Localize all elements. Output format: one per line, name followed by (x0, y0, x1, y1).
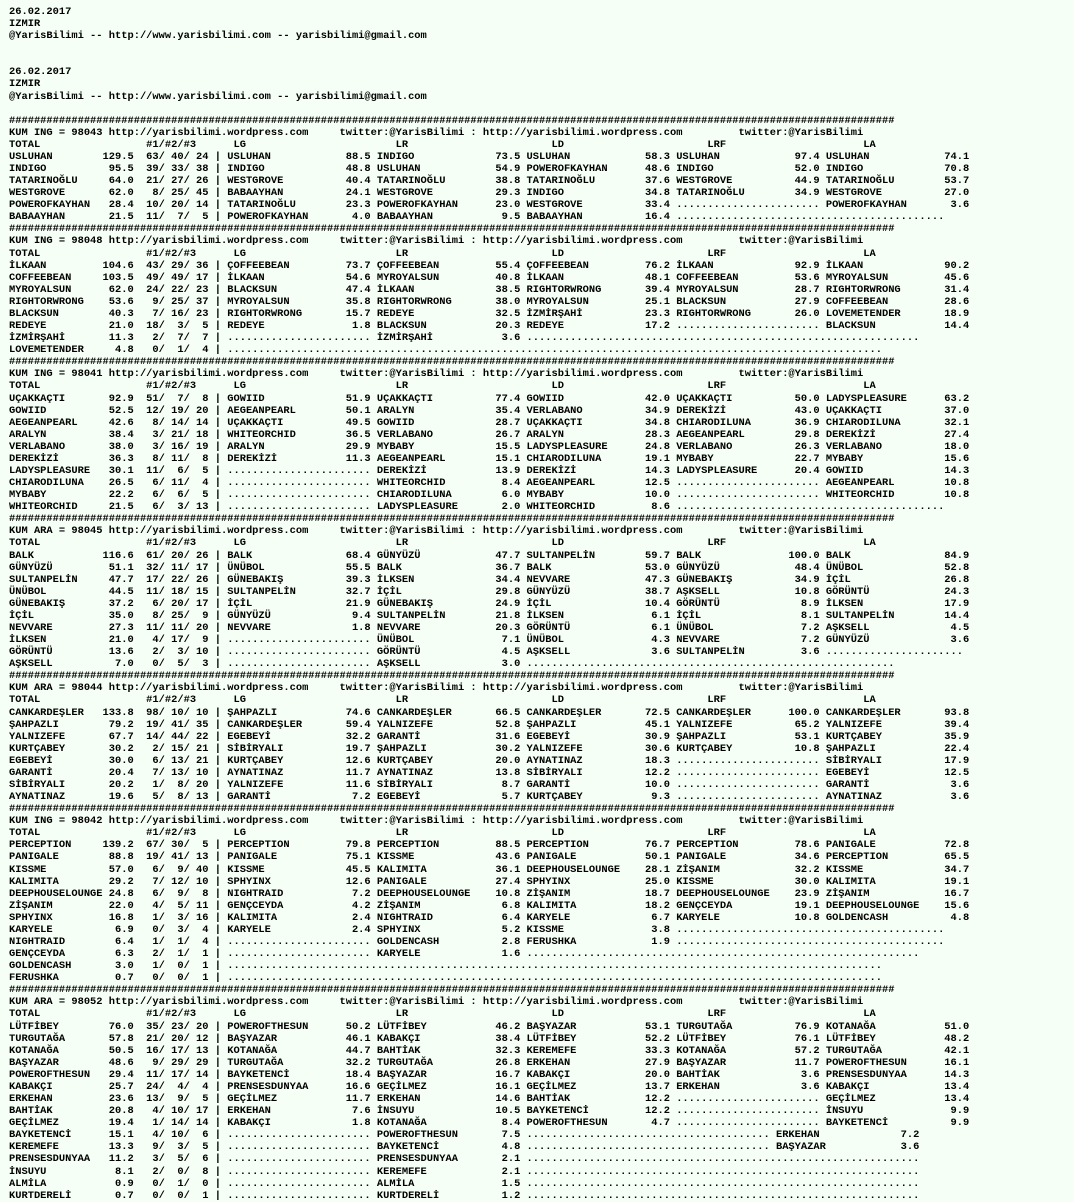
result-row: KOTANAĞA 50.5 16/ 17/ 13 | KOTANAĞA 44.7 BAHTİAK 32.3 KEREMEFE 33.3 KOTANAĞA 57.2 TURGUTAĞA 42.1 (9, 1044, 970, 1057)
column-header-line: TOTAL #1/#2/#3 LG LR LD LRF LA (9, 247, 876, 260)
result-row: KURTDERELİ 0.7 0/ 0/ 1 | ....................... KURTDERELİ 1.2 ............................................................... (9, 1189, 920, 1202)
result-row: MYROYALSUN 62.0 24/ 22/ 23 | BLACKSUN 47.4 İLKAAN 38.5 RIGHTORWRONG 39.4 MYROYALSUN 28.7 RIGHTORWRONG 31.4 (9, 283, 970, 296)
header-line: 26.02.2017 (9, 66, 72, 79)
result-row: AYNATINAZ 19.6 5/ 8/ 13 | GARANTİ 7.2 EGEBEYİ 5.7 KURTÇABEY 9.3 ....................... AYNATINAZ 3.6 (9, 791, 970, 804)
result-row: POWEROFKAYHAN 28.4 10/ 20/ 14 | TATARINOĞLU 23.3 POWEROFKAYHAN 23.0 WESTGROVE 33.4 ....................... POWEROFKAYHAN 3.6 (9, 199, 970, 212)
column-header-line: TOTAL #1/#2/#3 LG LR LD LRF LA (9, 537, 876, 550)
race-header-line: KUM ARA = 98052 http://yarisbilimi.wordpress.com twitter:@YarisBilimi : http://yarisbilimi.wordpress.com twitter:@YarisBilimi (9, 996, 864, 1009)
result-row: WHITEORCHID 21.5 6/ 3/ 13 | ....................... LADYSPLEASURE 2.0 WHITEORCHID 8.6 ........................................... (9, 501, 945, 514)
result-row: RIGHTORWRONG 53.6 9/ 25/ 37 | MYROYALSUN 35.8 RIGHTORWRONG 38.0 MYROYALSUN 25.1 BLACKSUN 27.9 COFFEEBEAN 28.6 (9, 295, 970, 308)
result-row: BABAAYHAN 21.5 11/ 7/ 5 | POWEROFKAYHAN 4.0 BABAAYHAN 9.5 BABAAYHAN 16.4 ........................................... (9, 211, 945, 224)
result-row: PERCEPTION 139.2 67/ 30/ 5 | PERCEPTION 79.8 PERCEPTION 88.5 PERCEPTION 76.7 PERCEPTION 78.6 PANIGALE 72.8 (9, 839, 970, 852)
result-row: KALIMITA 29.2 7/ 12/ 10 | SPHYINX 12.6 PANIGALE 27.4 SPHYINX 25.0 KISSME 30.0 KALIMITA 19.1 (9, 875, 970, 888)
column-header-line: TOTAL #1/#2/#3 LG LR LD LRF LA (9, 138, 876, 151)
result-row: KARYELE 6.9 0/ 3/ 4 | KARYELE 2.4 SPHYINX 5.2 KISSME 3.8 ........................................... (9, 923, 945, 936)
race-header-line: KUM ING = 98043 http://yarisbilimi.wordpress.com twitter:@YarisBilimi : http://yarisbilimi.wordpress.com twitter:@YarisBilimi (9, 126, 864, 139)
result-row: WESTGROVE 62.0 8/ 25/ 45 | BABAAYHAN 24.1 WESTGROVE 29.3 INDIGO 34.8 TATARINOĞLU 34.9 WESTGROVE 27.0 (9, 187, 970, 200)
result-row: KABAKÇI 25.7 24/ 4/ 4 | PRENSESDUNYAA 16.6 GEÇİLMEZ 16.1 GEÇİLMEZ 13.7 ERKEHAN 3.6 KABAKÇI 13.4 (9, 1080, 970, 1093)
result-row: ERKEHAN 23.6 13/ 9/ 5 | GEÇİLMEZ 11.7 ERKEHAN 14.6 BAHTİAK 12.2 ....................... GEÇİLMEZ 13.4 (9, 1093, 970, 1106)
header-line: 26.02.2017 (9, 6, 72, 18)
result-row: KURTÇABEY 30.2 2/ 15/ 21 | SİBİRYALI 19.7 ŞAHPAZLI 30.2 YALNIZEFE 30.6 KURTÇABEY 10.8 ŞAHPAZLI 22.4 (9, 742, 970, 755)
header-line: IZMIR (9, 18, 41, 31)
header-line (9, 54, 1074, 66)
result-row: BAŞYAZAR 48.6 9/ 29/ 29 | TURGUTAĞA 32.2 TURGUTAĞA 26.8 ERKEHAN 27.9 BAŞYAZAR 11.7 POWEROFTHESUN 16.1 (9, 1056, 970, 1069)
separator-line: ############################################################################################################################################## (9, 356, 895, 369)
header-line (9, 103, 1074, 115)
result-row: ÜNÜBOL 44.5 11/ 18/ 15 | SULTANPELİN 32.7 İÇİL 29.8 GÜNYÜZÜ 38.7 AŞKSELL 10.8 GÖRÜNTÜ 24.3 (9, 585, 970, 598)
header-line: @YarisBilimi -- http://www.yarisbilimi.com -- yarisbilimi@gmail.com (9, 30, 427, 43)
race-header-line: KUM ARA = 98045 http://yarisbilimi.wordpress.com twitter:@YarisBilimi : http://yarisbilimi.wordpress.com twitter:@YarisBilimi (9, 525, 864, 538)
result-row: GOLDENCASH 3.0 1/ 0/ 1 | ......................................................................................................... (9, 960, 882, 973)
result-row: GEÇİLMEZ 19.4 1/ 14/ 14 | KABAKÇI 1.8 KOTANAĞA 8.4 POWEROFTHESUN 4.7 ....................... BAYKETENCİ 9.9 (9, 1117, 970, 1130)
separator-line: ############################################################################################################################################## (9, 223, 895, 236)
result-row: NIGHTRAID 6.4 1/ 1/ 4 | ....................... GOLDENCASH 2.8 FERUSHKA 1.9 ........................................... (9, 936, 945, 949)
result-row: AEGEANPEARL 42.6 8/ 14/ 14 | UÇAKKAÇTI 49.5 GOWIID 28.7 UÇAKKAÇTI 34.8 CHIARODILUNA 36.9 CHIARODILUNA 32.1 (9, 416, 970, 429)
result-row: CHIARODILUNA 26.5 6/ 11/ 4 | ....................... WHITEORCHID 8.4 AEGEANPEARL 12.5 ....................... AEGEANPEARL 10.8 (9, 477, 970, 490)
result-row: KEREMEFE 13.3 9/ 3/ 5 | ....................... BAYKETENCİ 4.8 ....................................... BAŞYAZAR 3.6 (9, 1141, 920, 1154)
result-row: BAHTİAK 20.8 4/ 10/ 17 | ERKEHAN 7.6 İNSUYU 10.5 BAYKETENCİ 12.2 ....................... İNSUYU 9.9 (9, 1105, 970, 1118)
separator-line: ############################################################################################################################################## (9, 114, 895, 127)
result-row: AŞKSELL 7.0 0/ 5/ 3 | ....................... AŞKSELL 3.0 ........................................................... (9, 658, 895, 671)
result-row: ALMİLA 0.9 0/ 1/ 0 | ....................... ALMİLA 1.5 ............................................................... (9, 1177, 920, 1190)
result-row: KISSME 57.0 6/ 9/ 40 | KISSME 45.5 KALIMITA 36.1 DEEPHOUSELOUNGE 28.1 ZİŞANIM 32.2 KISSME 34.7 (9, 863, 970, 876)
result-row: INDIGO 95.5 39/ 33/ 38 | INDIGO 48.8 USLUHAN 54.9 POWEROFKAYHAN 48.6 INDIGO 52.0 INDIGO 70.8 (9, 163, 970, 176)
result-row: TATARINOĞLU 64.0 21/ 27/ 26 | WESTGROVE 40.4 TATARINOĞLU 38.8 TATARINOĞLU 37.6 WESTGROVE 44.9 TATARINOĞLU 53.7 (9, 175, 970, 188)
result-row: USLUHAN 129.5 63/ 40/ 24 | USLUHAN 88.5 INDIGO 73.5 USLUHAN 58.3 USLUHAN 97.4 USLUHAN 74.1 (9, 150, 970, 163)
separator-line: ############################################################################################################################################## (9, 984, 895, 997)
race-header-line: KUM ARA = 98044 http://yarisbilimi.wordpress.com twitter:@YarisBilimi : http://yarisbilimi.wordpress.com twitter:@YarisBilimi (9, 682, 864, 695)
result-row: TURGUTAĞA 57.8 21/ 20/ 12 | BAŞYAZAR 46.1 KABAKÇI 38.4 LÜTFİBEY 52.2 LÜTFİBEY 76.1 LÜTFİBEY 48.2 (9, 1032, 970, 1045)
result-row: SPHYINX 16.8 1/ 3/ 16 | KALIMITA 2.4 NIGHTRAID 6.4 KARYELE 6.7 KARYELE 10.8 GOLDENCASH 4.8 (9, 911, 970, 924)
result-row: LÜTFİBEY 76.0 35/ 23/ 20 | POWEROFTHESUN 50.2 LÜTFİBEY 46.2 BAŞYAZAR 53.1 TURGUTAĞA 76.9 KOTANAĞA 51.0 (9, 1020, 970, 1033)
result-row: İLKAAN 104.6 43/ 29/ 36 | ÇOFFEEBEAN 73.7 ÇOFFEEBEAN 55.4 ÇOFFEEBEAN 76.2 İLKAAN 92.9 İLKAAN 90.2 (9, 259, 970, 272)
result-row: BAYKETENCİ 15.1 4/ 10/ 6 | ....................... POWEROFTHESUN 7.5 ....................................... ERKEHAN 7.2 (9, 1129, 920, 1142)
result-row: DEEPHOUSELOUNGE 24.8 6/ 9/ 8 | NIGHTRAID 7.2 DEEPHOUSELOUNGE 10.8 ZİŞANIM 18.7 DEEPHOUSELOUNGE 23.9 ZİŞANIM 16.7 (9, 887, 970, 900)
result-row: ZİŞANIM 22.0 4/ 5/ 11 | GENÇCEYDA 4.2 ZİŞANIM 6.8 KALIMITA 18.2 GENÇCEYDA 19.1 DEEPHOUSELOUNGE 15.6 (9, 899, 970, 912)
result-row: İLKSEN 21.0 4/ 17/ 9 | ....................... ÜNÜBOL 7.1 ÜNÜBOL 4.3 NEVVARE 7.2 GÜNYÜZÜ 3.6 (9, 634, 970, 647)
header-line: @YarisBilimi -- http://www.yarisbilimi.com -- yarisbilimi@gmail.com (9, 90, 427, 103)
result-row: SİBİRYALI 20.2 1/ 8/ 20 | YALNIZEFE 11.6 SİBİRYALI 8.7 GARANTİ 10.0 ....................... GARANTİ 3.6 (9, 779, 970, 791)
separator-line: ############################################################################################################################################## (9, 670, 895, 683)
result-row: BLACKSUN 40.3 7/ 16/ 23 | RIGHTORWRONG 15.7 REDEYE 32.5 İZMİRŞAHİ 23.3 RIGHTORWRONG 26.0 LOVEMETENDER 18.9 (9, 307, 970, 320)
header-line: IZMIR (9, 78, 41, 91)
result-row: YALNIZEFE 67.7 14/ 44/ 22 | EGEBEYİ 32.2 GARANTİ 31.6 EGEBEYİ 30.9 ŞAHPAZLI 53.1 KURTÇABEY 35.9 (9, 730, 970, 743)
separator-line: ############################################################################################################################################## (9, 513, 895, 526)
column-header-line: TOTAL #1/#2/#3 LG LR LD LRF LA (9, 1008, 876, 1021)
race-header-line: KUM ING = 98048 http://yarisbilimi.wordpress.com twitter:@YarisBilimi : http://yarisbilimi.wordpress.com twitter:@YarisBilimi (9, 235, 864, 248)
result-row: CANKARDEŞLER 133.8 98/ 10/ 10 | ŞAHPAZLI 74.6 CANKARDEŞLER 66.5 CANKARDEŞLER 72.5 CANKARDEŞLER 100.0 CANKARDEŞLER 93.8 (9, 706, 970, 719)
result-row: FERUSHKA 0.7 0/ 0/ 1 | ......................................................................................................... (9, 972, 882, 985)
result-row: REDEYE 21.0 18/ 3/ 5 | REDEYE 1.8 BLACKSUN 20.3 REDEYE 17.2 ....................... BLACKSUN 14.4 (9, 320, 970, 333)
result-row: SULTANPELİN 47.7 17/ 22/ 26 | GÜNEBAKIŞ 39.3 İLKSEN 34.4 NEVVARE 47.3 GÜNEBAKIŞ 34.9 İÇİL 26.8 (9, 573, 970, 586)
result-row: NEVVARE 27.3 11/ 11/ 20 | NEVVARE 1.8 NEVVARE 20.3 GÖRÜNTÜ 6.1 ÜNÜBOL 7.2 AŞKSELL 4.5 (9, 621, 970, 634)
result-row: ARALYN 38.4 3/ 21/ 18 | WHITEORCHID 36.5 VERLABANO 26.7 ARALYN 28.3 AEGEANPEARL 29.8 DEREKİZİ 27.4 (9, 428, 970, 441)
result-row: POWEROFTHESUN 29.4 11/ 17/ 14 | BAYKETENCİ 18.4 BAŞYAZAR 16.7 KABAKÇI 20.0 BAHTİAK 3.6 PRENSESDUNYAA 14.3 (9, 1068, 970, 1081)
column-header-line: TOTAL #1/#2/#3 LG LR LD LRF LA (9, 380, 876, 393)
result-row: MYBABY 22.2 6/ 6/ 5 | ....................... CHIARODILUNA 6.0 MYBABY 10.0 ....................... WHITEORCHID 10.8 (9, 489, 970, 502)
result-row: GOWIID 52.5 12/ 19/ 20 | AEGEANPEARL 50.1 ARALYN 35.4 VERLABANO 34.9 DEREKİZİ 43.0 UÇAKKAÇTI 37.0 (9, 404, 970, 417)
column-header-line: TOTAL #1/#2/#3 LG LR LD LRF LA (9, 694, 876, 707)
result-row: PANIGALE 88.8 19/ 41/ 13 | PANIGALE 75.1 KISSME 43.6 PANIGALE 50.1 PANIGALE 34.6 PERCEPTION 65.5 (9, 851, 970, 864)
result-row: VERLABANO 38.0 3/ 16/ 19 | ARALYN 29.9 MYBABY 15.5 LADYSPLEASURE 24.8 VERLABANO 26.3 VERLABANO 18.0 (9, 440, 970, 453)
result-row: İÇİL 35.0 8/ 25/ 9 | GÜNYÜZÜ 9.4 SULTANPELİN 21.8 İLKSEN 6.1 İÇİL 8.1 SULTANPELİN 14.4 (9, 609, 970, 622)
result-row: İNSUYU 8.1 2/ 0/ 8 | ....................... KEREMEFE 2.1 ............................................................... (9, 1165, 920, 1178)
result-row: UÇAKKAÇTI 92.9 51/ 7/ 8 | GOWIID 51.9 UÇAKKAÇTI 77.4 GOWIID 42.0 UÇAKKAÇTI 50.0 LADYSPLEASURE 63.2 (9, 392, 970, 405)
result-row: DEREKİZİ 36.3 8/ 11/ 8 | DEREKİZİ 11.3 AEGEANPEARL 15.1 CHIARODILUNA 19.1 MYBABY 22.7 MYBABY 15.6 (9, 452, 970, 465)
header-line (9, 42, 1074, 54)
result-row: GÜNEBAKIŞ 37.2 6/ 20/ 17 | İÇİL 21.9 GÜNEBAKIŞ 24.9 İÇİL 10.4 GÖRÜNTÜ 8.9 İLKSEN 17.9 (9, 597, 970, 610)
result-row: LADYSPLEASURE 30.1 11/ 6/ 5 | ....................... DEREKİZİ 13.9 DEREKİZİ 14.3 LADYSPLEASURE 20.4 GOWIID 14.3 (9, 464, 970, 477)
result-row: PRENSESDUNYAA 11.2 3/ 5/ 6 | ....................... PRENSESDUNYAA 2.1 ............................................................... (9, 1153, 920, 1166)
race-header-line: KUM ING = 98041 http://yarisbilimi.wordpress.com twitter:@YarisBilimi : http://yarisbilimi.wordpress.com twitter:@YarisBilimi (9, 368, 864, 381)
result-row: GÜNYÜZÜ 51.1 32/ 11/ 17 | ÜNÜBOL 55.5 BALK 36.7 BALK 53.0 GÜNYÜZÜ 48.4 ÜNÜBOL 52.8 (9, 561, 970, 574)
result-row: İZMİRŞAHİ 11.3 2/ 7/ 7 | ....................... İZMİRŞAHİ 3.6 ............................................................... (9, 332, 920, 345)
result-row: LOVEMETENDER 4.8 0/ 1/ 4 | ......................................................................................................... (9, 344, 882, 357)
result-row: COFFEEBEAN 103.5 49/ 49/ 17 | İLKAAN 54.6 MYROYALSUN 40.8 İLKAAN 48.1 COFFEEBEAN 53.6 MYROYALSUN 45.6 (9, 271, 970, 284)
result-row: EGEBEYİ 30.0 6/ 13/ 21 | KURTÇABEY 12.6 KURTÇABEY 20.0 AYNATINAZ 18.3 ....................... SİBİRYALI 17.9 (9, 754, 970, 767)
result-row: GENÇCEYDA 6.3 2/ 1/ 1 | ....................... KARYELE 1.6 ............................................................... (9, 948, 920, 961)
column-header-line: TOTAL #1/#2/#3 LG LR LD LRF LA (9, 827, 876, 840)
result-row: GÖRÜNTÜ 13.6 2/ 3/ 10 | ....................... GÖRÜNTÜ 4.5 AŞKSELL 3.6 SULTANPELİN 3.6 ...................... (9, 646, 964, 659)
result-row: ŞAHPAZLI 79.2 19/ 41/ 35 | CANKARDEŞLER 59.4 YALNIZEFE 52.8 ŞAHPAZLI 45.1 YALNIZEFE 65.2 YALNIZEFE 39.4 (9, 718, 970, 731)
result-row: BALK 116.6 61/ 20/ 26 | BALK 68.4 GÜNYÜZÜ 47.7 SULTANPELİN 59.7 BALK 100.0 BALK 84.9 (9, 549, 970, 562)
result-row: GARANTİ 20.4 7/ 13/ 10 | AYNATINAZ 11.7 AYNATINAZ 13.8 SİBİRYALI 12.2 ....................... EGEBEYİ 12.5 (9, 766, 970, 779)
separator-line: ############################################################################################################################################## (9, 803, 895, 816)
race-header-line: KUM ING = 98042 http://yarisbilimi.wordpress.com twitter:@YarisBilimi : http://yarisbilimi.wordpress.com twitter:@YarisBilimi (9, 815, 864, 828)
